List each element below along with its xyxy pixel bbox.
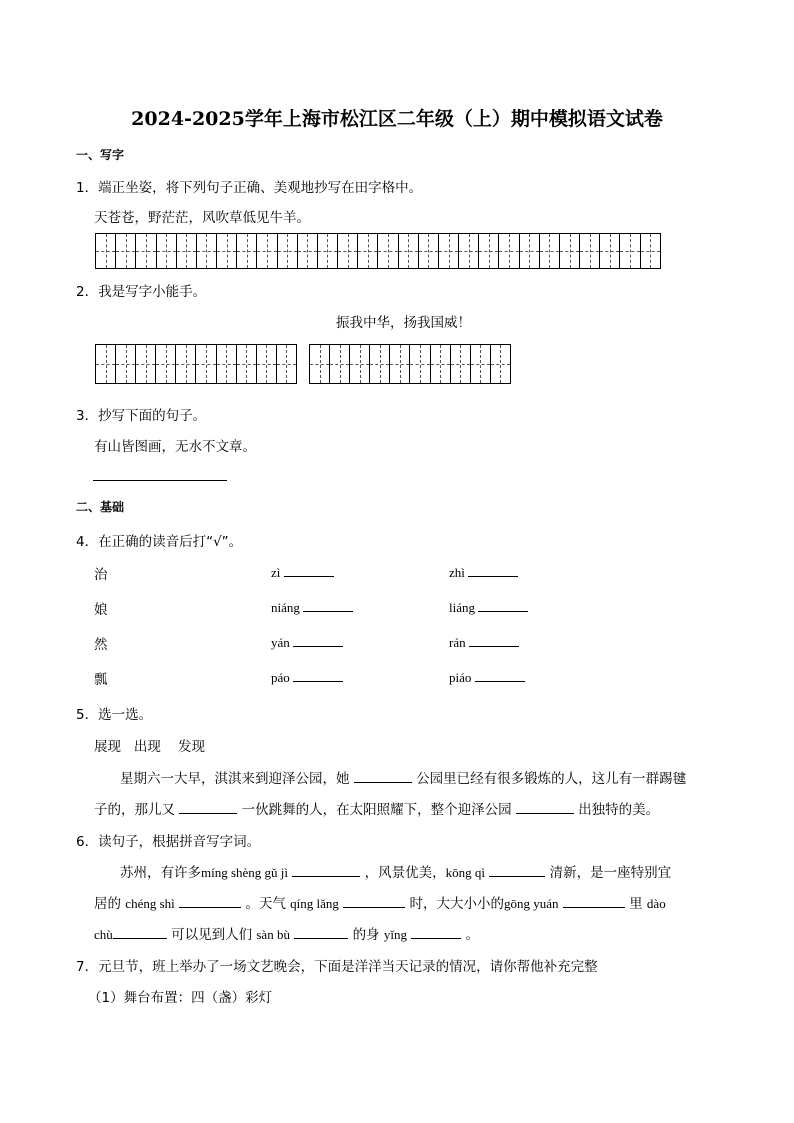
tianzige-cell[interactable]: [196, 345, 216, 383]
tianzige-cell[interactable]: [177, 234, 197, 268]
q4-option-b: liáng: [449, 599, 528, 616]
tianzige-cell[interactable]: [217, 345, 237, 383]
q5-blank-2[interactable]: [179, 801, 237, 814]
tianzige-cell[interactable]: [136, 345, 156, 383]
tianzige-cell[interactable]: [390, 345, 410, 383]
question-5-line-1: 星期六一大早，淇淇来到迎泽公园，她 公园里已经有很多锻炼的人，这儿有一群踢毽: [120, 771, 687, 787]
q6-blank-4[interactable]: [343, 895, 405, 908]
tianzige-cell[interactable]: [471, 345, 491, 383]
q4-option-a: niáng: [271, 599, 353, 616]
tianzige-cell[interactable]: [491, 345, 510, 383]
tianzige-cell[interactable]: [641, 234, 660, 268]
q5-blank-1[interactable]: [354, 770, 412, 783]
question-4-prompt: 4．在正确的读音后打“√”。: [76, 534, 243, 550]
question-6-line-2: 居的 chéng shì 。天气 qíng lǎng 时，大大小小的gōng yuán 里 dào: [94, 896, 666, 912]
question-7-sub-1: （1）舞台布置：四（盏）彩灯: [88, 990, 273, 1006]
q6-blank-2[interactable]: [489, 864, 545, 877]
tianzige-cell[interactable]: [399, 234, 419, 268]
tianzige-cell[interactable]: [431, 345, 451, 383]
tianzige-cell[interactable]: [600, 234, 620, 268]
tianzige-cell[interactable]: [96, 234, 116, 268]
tianzige-cell[interactable]: [116, 345, 136, 383]
tianzige-cell[interactable]: [257, 234, 277, 268]
tianzige-cell[interactable]: [580, 234, 600, 268]
q4-option-a: zì: [271, 564, 334, 581]
tianzige-cell[interactable]: [157, 234, 177, 268]
tianzige-cell[interactable]: [310, 345, 330, 383]
question-2-sentence: 振我中华，扬我国威！: [336, 315, 471, 331]
tianzige-grid-q1[interactable]: [95, 233, 661, 269]
tianzige-cell[interactable]: [136, 234, 156, 268]
section-heading-writing: 一、写字: [76, 148, 125, 162]
q4-character: 瓢: [94, 672, 108, 688]
question-5-options: 展现 出现 发现: [94, 739, 206, 755]
q6-blank-8[interactable]: [411, 926, 461, 939]
q4-answer-blank[interactable]: [293, 669, 343, 682]
question-5-line-2: 子的，那儿又 一伙跳舞的人，在太阳照耀下，整个迎泽公园 出独特的美。: [94, 802, 660, 818]
tianzige-cell[interactable]: [540, 234, 560, 268]
tianzige-cell[interactable]: [96, 345, 116, 383]
tianzige-cell[interactable]: [237, 345, 257, 383]
page-title: 2024-2025学年上海市松江区二年级（上）期中模拟语文试卷: [131, 108, 663, 130]
q4-option-b: rán: [449, 634, 519, 651]
question-1-sentence: 天苍苍，野茫茫，风吹草低见牛羊。: [94, 210, 310, 226]
tianzige-cell[interactable]: [318, 234, 338, 268]
tianzige-cell[interactable]: [298, 234, 318, 268]
tianzige-cell[interactable]: [338, 234, 358, 268]
question-6-line-3: chù 可以见到人们 sàn bù 的身 yǐng 。: [94, 927, 480, 943]
tianzige-cell[interactable]: [197, 234, 217, 268]
tianzige-cell[interactable]: [520, 234, 540, 268]
question-3-sentence: 有山皆图画，无水不文章。: [94, 439, 256, 455]
tianzige-cell[interactable]: [257, 345, 277, 383]
tianzige-cell[interactable]: [479, 234, 499, 268]
question-6-prompt: 6．读句子，根据拼音写字词。: [76, 834, 261, 850]
tianzige-cell[interactable]: [176, 345, 196, 383]
q4-answer-blank[interactable]: [478, 599, 528, 612]
q4-option-a: yán: [271, 634, 343, 651]
tianzige-cell[interactable]: [370, 345, 390, 383]
section-heading-basics: 二、基础: [76, 500, 125, 514]
tianzige-cell[interactable]: [156, 345, 176, 383]
tianzige-cell[interactable]: [217, 234, 237, 268]
q4-character: 然: [94, 637, 108, 653]
tianzige-grid-q2-left[interactable]: [95, 344, 297, 384]
tianzige-cell[interactable]: [620, 234, 640, 268]
tianzige-cell[interactable]: [237, 234, 257, 268]
q6-blank-1[interactable]: [292, 864, 360, 877]
tianzige-grid-q2-right[interactable]: [309, 344, 511, 384]
question-5-prompt: 5．选一选。: [76, 707, 153, 723]
tianzige-cell[interactable]: [116, 234, 136, 268]
q4-option-a: páo: [271, 669, 343, 686]
q6-blank-7[interactable]: [294, 926, 348, 939]
q4-answer-blank[interactable]: [293, 634, 343, 647]
tianzige-cell[interactable]: [459, 234, 479, 268]
tianzige-cell[interactable]: [278, 234, 298, 268]
question-6-line-1: 苏州，有许多míng shèng gǔ jì ，风景优美，kōng qì 清新，是一座特别宜: [120, 865, 672, 881]
q4-answer-blank[interactable]: [469, 634, 519, 647]
question-1-prompt: 1．端正坐姿，将下列句子正确、美观地抄写在田字格中。: [76, 180, 423, 196]
tianzige-cell[interactable]: [560, 234, 580, 268]
tianzige-cell[interactable]: [378, 234, 398, 268]
q4-answer-blank[interactable]: [303, 599, 353, 612]
q4-character: 娘: [94, 602, 108, 618]
tianzige-cell[interactable]: [330, 345, 350, 383]
q4-answer-blank[interactable]: [468, 564, 518, 577]
q6-blank-5[interactable]: [563, 895, 625, 908]
tianzige-cell[interactable]: [419, 234, 439, 268]
tianzige-cell[interactable]: [410, 345, 430, 383]
q4-answer-blank[interactable]: [475, 669, 525, 682]
tianzige-cell[interactable]: [451, 345, 471, 383]
question-2-prompt: 2．我是写字小能手。: [76, 284, 207, 300]
q6-blank-6[interactable]: [113, 926, 167, 939]
q4-option-b: zhì: [449, 564, 518, 581]
q4-option-b: piáo: [449, 669, 525, 686]
q4-answer-blank[interactable]: [284, 564, 334, 577]
tianzige-cell[interactable]: [358, 234, 378, 268]
q4-character: 治: [94, 567, 108, 583]
q6-blank-3[interactable]: [179, 895, 241, 908]
tianzige-cell[interactable]: [277, 345, 296, 383]
tianzige-cell[interactable]: [499, 234, 519, 268]
question-7-prompt: 7．元旦节，班上举办了一场文艺晚会，下面是洋洋当天记录的情况，请你帮他补充完整: [76, 959, 598, 975]
tianzige-cell[interactable]: [439, 234, 459, 268]
q5-blank-3[interactable]: [516, 801, 574, 814]
answer-line-q3[interactable]: [93, 480, 227, 481]
tianzige-cell[interactable]: [350, 345, 370, 383]
question-3-prompt: 3．抄写下面的句子。: [76, 408, 207, 424]
